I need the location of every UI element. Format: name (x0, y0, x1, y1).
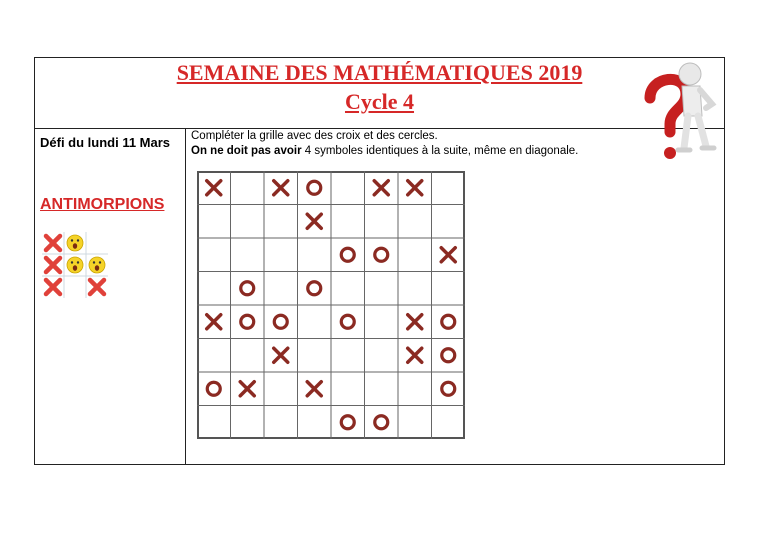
worksheet-frame (34, 57, 725, 465)
instruction-bold: On ne doit pas avoir (191, 145, 302, 157)
surprised-face-icon (67, 257, 83, 273)
mini-cross-icon (46, 258, 60, 272)
instruction-line-2 (191, 144, 578, 159)
mini-cross-icon (90, 280, 104, 294)
instruction-line-1: Compléter la grille avec des croix et des cercles. (191, 130, 438, 142)
mini-cross-icon (46, 280, 60, 294)
header-band (35, 58, 724, 129)
page-title: SEMAINE DES MATHÉMATIQUES 2019 (176, 60, 583, 85)
instruction-rest: 4 symboles identiques à la suite, même en diagonale. (301, 145, 579, 157)
surprised-face-icon (89, 257, 105, 273)
mini-example-grid (42, 232, 108, 298)
surprised-face-icon (67, 235, 83, 251)
mini-cross-icon (46, 236, 60, 250)
left-column (35, 129, 186, 464)
antimorpion-grid (197, 171, 465, 439)
instructions (191, 129, 578, 159)
question-mark-figure-icon (640, 58, 718, 162)
challenge-date: Défi du lundi 11 Mars (40, 135, 171, 150)
game-title: ANTIMORPIONS (40, 196, 165, 213)
page-subtitle: Cycle 4 (344, 89, 415, 114)
